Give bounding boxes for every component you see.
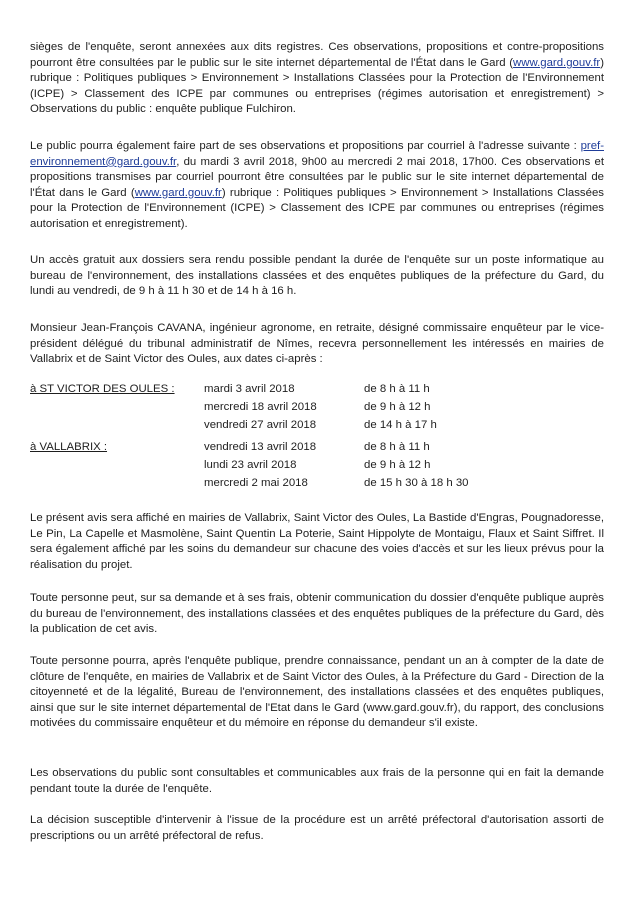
gard-website-link[interactable]: www.gard.gouv.fr bbox=[513, 56, 601, 69]
schedule-hours: de 9 h à 12 h bbox=[364, 401, 431, 413]
paragraph-free-access: Un accès gratuit aux dossiers sera rendu possible pendant la durée de l'enquête sur un poste informatique au bureau de l'environnement, des installations classées et des enquêtes publiques de la préfecture du Gard, du lundi au vendredi, de 9 h à 11 h 30 et de 14 h à 16 h. bbox=[30, 254, 604, 298]
schedule-hours: de 8 h à 11 h bbox=[364, 383, 430, 395]
paragraph-communication: Toute personne peut, sur sa demande et à ses frais, obtenir communication du dossier d'enquête publique auprès du bureau de l'environnement, des installations classées et des enquêtes publiques de la préfecture du Gard, dès la publication de cet avis. bbox=[30, 592, 604, 636]
place-st-victor: à ST VICTOR DES OULES : bbox=[30, 383, 175, 395]
schedule-hours: de 15 h 30 à 18 h 30 bbox=[364, 477, 469, 489]
paragraph-public-observations: Les observations du public sont consultables et communicables aux frais de la personne qui en fait la demande pendant toute la durée de l'enquête. bbox=[30, 767, 604, 795]
schedule-hours: de 14 h à 17 h bbox=[364, 419, 437, 431]
schedule-date: mercredi 18 avril 2018 bbox=[204, 401, 317, 413]
schedule-date: mardi 3 avril 2018 bbox=[204, 383, 295, 395]
email-link[interactable]: pref-environnement@gard.gouv.fr bbox=[30, 140, 604, 168]
paragraph-email-observations: Le public pourra également faire part de ses observations et propositions par courriel à l'adresse suivante : pref-environnement@gard.gouv.fr, du mardi 3 avril 2018, 9h00 au mercredi 2 mai 2018, 17h00. Ces observations et propositions transmises par courriel pourront être consultées par le public sur le site internet départemental de l'État dans le Gard (www.gard.gouv.fr) rubrique : Politiques publiques > Environnement > Installations Classées pour la Protection de l'Environnement (ICPE) > Classement des ICPE par communes ou entreprises (régimes autorisation et enregistrement). bbox=[30, 140, 604, 230]
paragraph-observations-registers: sièges de l'enquête, seront annexées aux dits registres. Ces observations, propositions et contre-propositions pourront être consultées par le public sur le site internet départemental de l'État dans le Gard (www.gard.gouv.fr) rubrique : Politiques publiques > Environnement > Installations Classées pour la Protection de l'Environnement (ICPE) > Classement des ICPE par communes ou entreprises (régimes autorisation et enregistrement) > Observations du public : enquête publique Fulchiron. bbox=[30, 41, 604, 116]
place-vallabrix: à VALLABRIX : bbox=[30, 441, 108, 453]
schedule-date: vendredi 27 avril 2018 bbox=[204, 419, 317, 431]
schedule-date: mercredi 2 mai 2018 bbox=[204, 477, 308, 489]
schedule-date: lundi 23 avril 2018 bbox=[204, 459, 297, 471]
schedule-date: vendredi 13 avril 2018 bbox=[204, 441, 317, 453]
paragraph-commissioner: Monsieur Jean-François CAVANA, ingénieur agronome, en retraite, désigné commissaire enquêteur par le vice-président délégué du tribunal administratif de Nîmes, recevra personnellement les intéressés en mairies de Vallabrix et de Saint Victor des Oules, aux dates ci-après : bbox=[30, 322, 604, 366]
paragraph-posting: Le présent avis sera affiché en mairies de Vallabrix, Saint Victor des Oules, La Bastide d'Engras, Pougnadoresse, Le Pin, La Capelle et Masmolène, Saint Quentin La Poterie, Saint Hippolyte de Montaigu, Flaux et Saint Siffret. Il sera également affiché par les soins du demandeur sur chacune des voies d'accès et sur les lieux prévus pour la réalisation du projet. bbox=[30, 512, 604, 571]
gard-website-link-2[interactable]: www.gard.gouv.fr bbox=[134, 186, 222, 199]
paragraph-decision: La décision susceptible d'intervenir à l'issue de la procédure est un arrêté préfectoral d'autorisation assorti de prescriptions ou un arrêté préfectoral de refus. bbox=[30, 814, 604, 842]
schedule-hours: de 9 h à 12 h bbox=[364, 459, 431, 471]
schedule-hours: de 8 h à 11 h bbox=[364, 441, 430, 453]
paragraph-after-inquiry: Toute personne pourra, après l'enquête publique, prendre connaissance, pendant un an à compter de la date de clôture de l'enquête, en mairies de Vallabrix et de Saint Victor des Oules, à la Préfecture du Gard - Direction de la citoyenneté et de la légalité, Bureau de l'environnement, des installations classées et des enquêtes publiques, ainsi que sur le site internet départemental de l'Etat dans le Gard (www.gard.gouv.fr), du rapport, des conclusions motivées du commissaire enquêteur et du mémoire en réponse du demandeur s'il existe. bbox=[30, 655, 604, 730]
